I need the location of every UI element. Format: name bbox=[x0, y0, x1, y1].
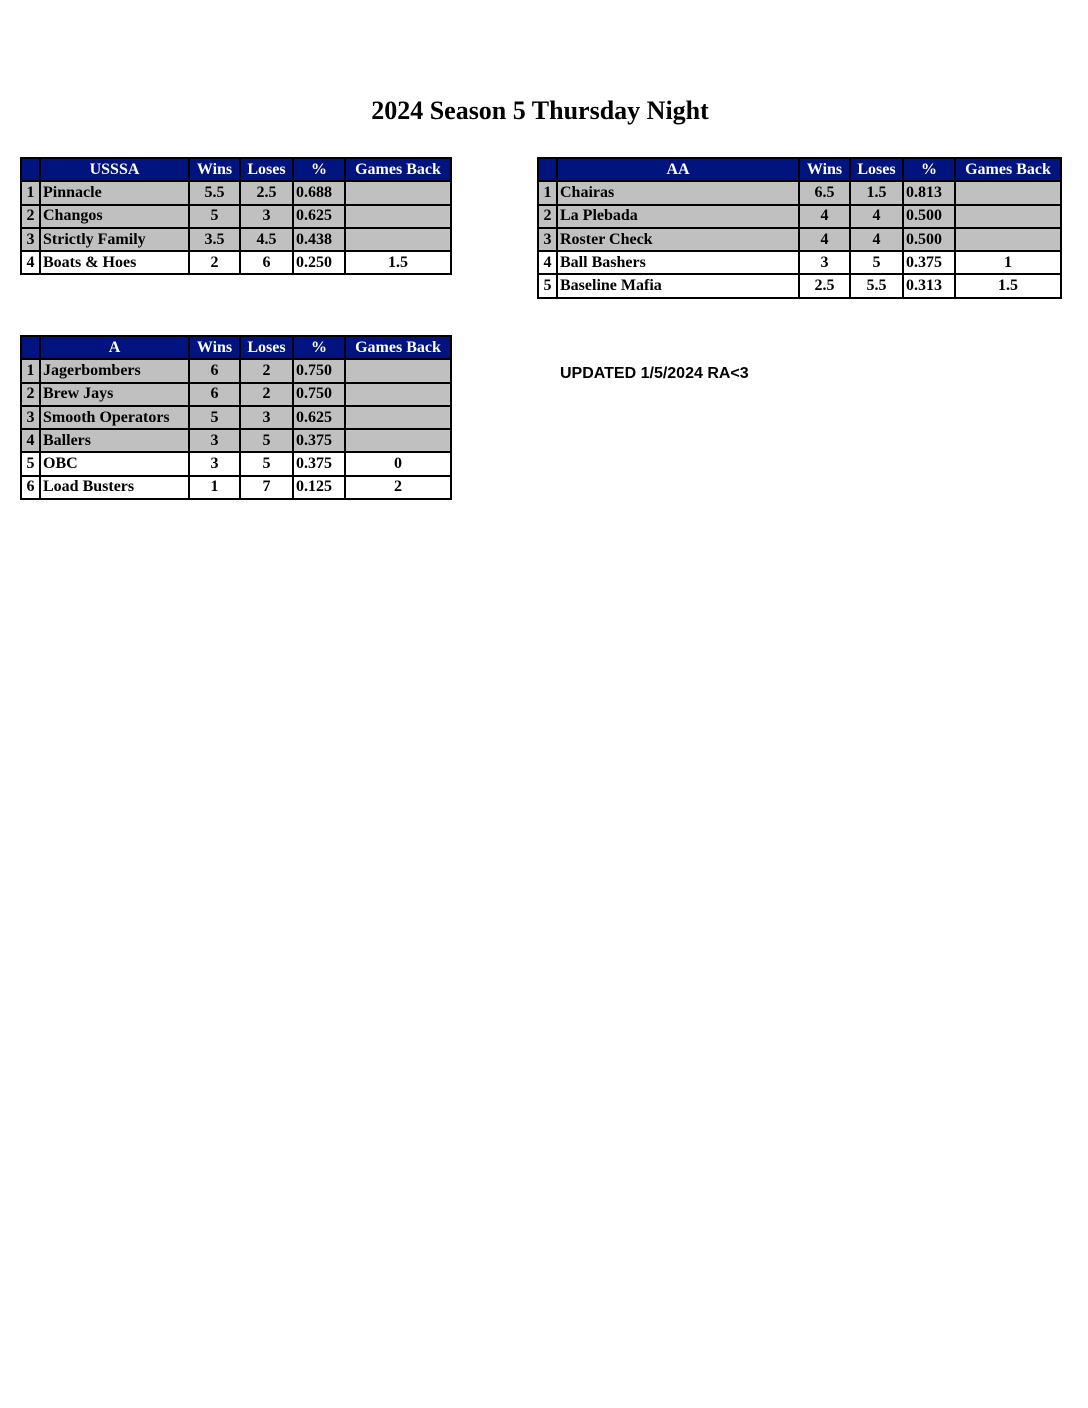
rank-cell: 5 bbox=[538, 274, 557, 297]
table-row bbox=[538, 274, 1061, 297]
wins-header: Wins bbox=[799, 158, 850, 181]
games-back-cell: 1.5 bbox=[955, 274, 1061, 297]
loses-cell: 3 bbox=[240, 205, 293, 228]
games-back-cell: 2 bbox=[345, 476, 451, 499]
percent-cell: 0.625 bbox=[293, 406, 345, 429]
team-cell: Baseline Mafia bbox=[557, 274, 799, 297]
team-cell: Boats & Hoes bbox=[40, 251, 189, 274]
team-cell: Load Busters bbox=[40, 476, 189, 499]
loses-cell: 4 bbox=[850, 228, 903, 251]
percent-cell: 0.688 bbox=[293, 181, 345, 204]
wins-cell: 3 bbox=[189, 452, 240, 475]
games-back-header: Games Back bbox=[345, 336, 451, 359]
games-back-cell bbox=[345, 383, 451, 406]
division-header: USSSA bbox=[40, 158, 189, 181]
percent-cell: 0.500 bbox=[903, 228, 955, 251]
rank-cell: 1 bbox=[21, 359, 40, 382]
team-cell: Pinnacle bbox=[40, 181, 189, 204]
rank-cell: 3 bbox=[21, 406, 40, 429]
rank-cell: 4 bbox=[21, 429, 40, 452]
games-back-cell: 0 bbox=[345, 452, 451, 475]
wins-header: Wins bbox=[189, 158, 240, 181]
wins-cell: 3 bbox=[189, 429, 240, 452]
table-row bbox=[538, 181, 1061, 204]
loses-cell: 2.5 bbox=[240, 181, 293, 204]
percent-cell: 0.750 bbox=[293, 383, 345, 406]
table-header-row bbox=[21, 336, 451, 359]
games-back-cell bbox=[345, 359, 451, 382]
loses-cell: 4 bbox=[850, 205, 903, 228]
table-row bbox=[21, 406, 451, 429]
loses-cell: 6 bbox=[240, 251, 293, 274]
team-cell: OBC bbox=[40, 452, 189, 475]
aa-standings-table bbox=[537, 157, 1062, 299]
team-cell: Changos bbox=[40, 205, 189, 228]
games-back-cell bbox=[345, 181, 451, 204]
team-cell: Brew Jays bbox=[40, 383, 189, 406]
team-cell: Roster Check bbox=[557, 228, 799, 251]
wins-cell: 6 bbox=[189, 383, 240, 406]
loses-cell: 4.5 bbox=[240, 228, 293, 251]
games-back-cell bbox=[345, 406, 451, 429]
wins-cell: 6.5 bbox=[799, 181, 850, 204]
games-back-cell bbox=[345, 429, 451, 452]
team-cell: La Plebada bbox=[557, 205, 799, 228]
percent-cell: 0.313 bbox=[903, 274, 955, 297]
team-cell: Ball Bashers bbox=[557, 251, 799, 274]
table-row bbox=[21, 228, 451, 251]
loses-header: Loses bbox=[240, 336, 293, 359]
page-title: 2024 Season 5 Thursday Night bbox=[371, 96, 709, 125]
wins-cell: 5.5 bbox=[189, 181, 240, 204]
percent-header: % bbox=[293, 336, 345, 359]
rank-cell: 5 bbox=[21, 452, 40, 475]
games-back-cell: 1 bbox=[955, 251, 1061, 274]
division-header: AA bbox=[557, 158, 799, 181]
loses-cell: 5 bbox=[240, 429, 293, 452]
percent-cell: 0.500 bbox=[903, 205, 955, 228]
wins-cell: 3 bbox=[799, 251, 850, 274]
wins-cell: 3.5 bbox=[189, 228, 240, 251]
table-header-row bbox=[538, 158, 1061, 181]
percent-cell: 0.375 bbox=[903, 251, 955, 274]
rank-header bbox=[538, 158, 557, 181]
games-back-cell bbox=[955, 181, 1061, 204]
rank-cell: 3 bbox=[21, 228, 40, 251]
team-cell: Smooth Operators bbox=[40, 406, 189, 429]
table-row bbox=[21, 205, 451, 228]
rank-cell: 3 bbox=[538, 228, 557, 251]
table-row bbox=[21, 476, 451, 499]
percent-cell: 0.438 bbox=[293, 228, 345, 251]
loses-cell: 5.5 bbox=[850, 274, 903, 297]
loses-cell: 5 bbox=[850, 251, 903, 274]
table-row bbox=[538, 251, 1061, 274]
table-row bbox=[21, 452, 451, 475]
rank-cell: 4 bbox=[538, 251, 557, 274]
rank-header bbox=[21, 336, 40, 359]
loses-cell: 1.5 bbox=[850, 181, 903, 204]
games-back-cell: 1.5 bbox=[345, 251, 451, 274]
loses-header: Loses bbox=[850, 158, 903, 181]
rank-cell: 2 bbox=[538, 205, 557, 228]
percent-cell: 0.375 bbox=[293, 429, 345, 452]
percent-cell: 0.250 bbox=[293, 251, 345, 274]
table-row bbox=[538, 228, 1061, 251]
loses-cell: 2 bbox=[240, 359, 293, 382]
loses-cell: 2 bbox=[240, 383, 293, 406]
games-back-cell bbox=[345, 205, 451, 228]
table-row bbox=[21, 383, 451, 406]
rank-cell: 6 bbox=[21, 476, 40, 499]
rank-cell: 1 bbox=[21, 181, 40, 204]
percent-header: % bbox=[293, 158, 345, 181]
wins-cell: 4 bbox=[799, 205, 850, 228]
rank-cell: 4 bbox=[21, 251, 40, 274]
loses-cell: 7 bbox=[240, 476, 293, 499]
wins-cell: 4 bbox=[799, 228, 850, 251]
percent-cell: 0.125 bbox=[293, 476, 345, 499]
updated-note: UPDATED 1/5/2024 RA<3 bbox=[560, 365, 749, 382]
table-row bbox=[21, 359, 451, 382]
percent-cell: 0.750 bbox=[293, 359, 345, 382]
table-row bbox=[538, 205, 1061, 228]
rank-cell: 2 bbox=[21, 383, 40, 406]
team-cell: Ballers bbox=[40, 429, 189, 452]
loses-cell: 3 bbox=[240, 406, 293, 429]
wins-cell: 5 bbox=[189, 406, 240, 429]
team-cell: Chairas bbox=[557, 181, 799, 204]
team-cell: Jagerbombers bbox=[40, 359, 189, 382]
usssa-standings-table bbox=[20, 157, 452, 275]
wins-cell: 2 bbox=[189, 251, 240, 274]
rank-cell: 1 bbox=[538, 181, 557, 204]
games-back-header: Games Back bbox=[955, 158, 1061, 181]
percent-cell: 0.375 bbox=[293, 452, 345, 475]
games-back-cell bbox=[955, 205, 1061, 228]
games-back-header: Games Back bbox=[345, 158, 451, 181]
games-back-cell bbox=[955, 228, 1061, 251]
division-header: A bbox=[40, 336, 189, 359]
wins-header: Wins bbox=[189, 336, 240, 359]
rank-header bbox=[21, 158, 40, 181]
table-row bbox=[21, 181, 451, 204]
wins-cell: 6 bbox=[189, 359, 240, 382]
wins-cell: 5 bbox=[189, 205, 240, 228]
wins-cell: 2.5 bbox=[799, 274, 850, 297]
percent-header: % bbox=[903, 158, 955, 181]
loses-cell: 5 bbox=[240, 452, 293, 475]
games-back-cell bbox=[345, 228, 451, 251]
table-row bbox=[21, 429, 451, 452]
rank-cell: 2 bbox=[21, 205, 40, 228]
loses-header: Loses bbox=[240, 158, 293, 181]
a-standings-table bbox=[20, 335, 452, 500]
percent-cell: 0.813 bbox=[903, 181, 955, 204]
table-header-row bbox=[21, 158, 451, 181]
table-row bbox=[21, 251, 451, 274]
team-cell: Strictly Family bbox=[40, 228, 189, 251]
percent-cell: 0.625 bbox=[293, 205, 345, 228]
wins-cell: 1 bbox=[189, 476, 240, 499]
